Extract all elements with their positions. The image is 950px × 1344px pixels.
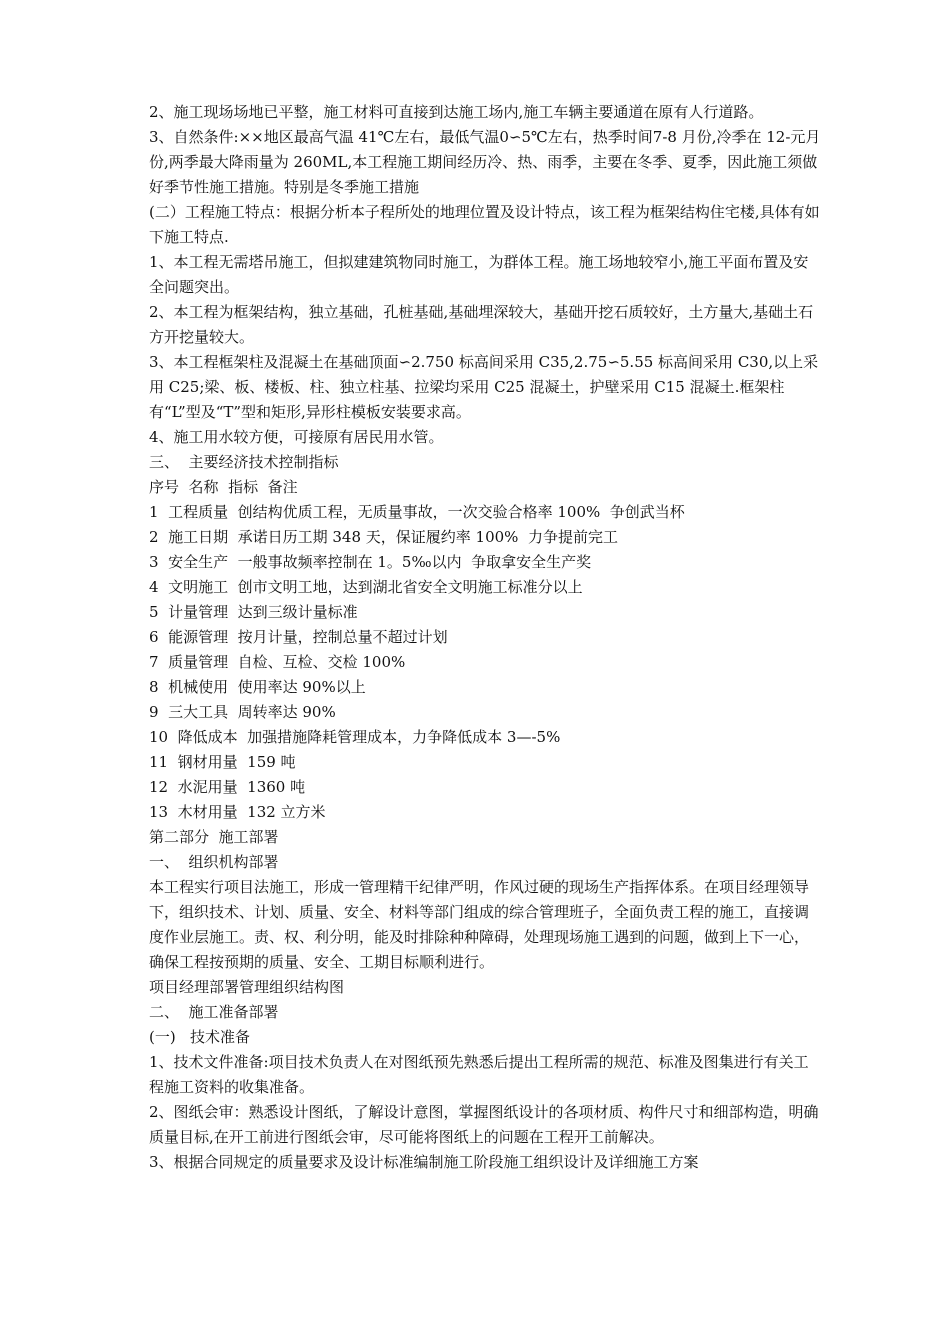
section-three-title: 三、 主要经济技术控制指标	[149, 453, 339, 471]
table-row: 5 计量管理 达到三级计量标准	[149, 603, 358, 621]
paragraph-feature-1: 1、本工程无需塔吊施工，但拟建建筑物同时施工，为群体工程。施工场地较窄小,施工平面布置及安全问题突出。	[149, 253, 809, 296]
part-two-title: 第二部分 施工部署	[149, 828, 279, 846]
sub-one-title: (一) 技术准备	[149, 1028, 251, 1046]
table-row: 1 工程质量 创结构优质工程，无质量事故，一次交验合格率 100% 争创武当杯	[149, 503, 685, 521]
document-body	[145, 100, 821, 1175]
paragraph-feature-2: 2、本工程为框架结构，独立基础，孔桩基础,基础埋深较大，基础开挖石质较好，土方量大,基础土石方开挖量较大。	[149, 303, 814, 346]
table-row: 7 质量管理 自检、互检、交检 100%	[149, 653, 406, 671]
paragraph-organization: 本工程实行项目法施工，形成一管理精干纪律严明，作风过硬的现场生产指挥体系。在项目经理领导下，组织技术、计划、质量、安全、材料等部门组成的综合管理班子，全面负责工程的施工，直接调度作业层施工。责、权、利分明，能及时排除种种障碍，处理现场施工遇到的问题，做到上下一心，确保工程按预期的质量、安全、工期目标顺利进行。	[149, 878, 810, 971]
section-two-title: 二、 施工准备部署	[149, 1003, 279, 1021]
paragraph-construction-features: (二）工程施工特点：根据分析本子程所处的地理位置及设计特点，该工程为框架结构住宅楼,具体有如下施工特点.	[149, 203, 820, 246]
paragraph-feature-4: 4、施工用水较方便，可接原有居民用水管。	[149, 428, 444, 446]
table-row: 6 能源管理 按月计量，控制总量不超过计划	[149, 628, 448, 646]
table-row: 2 施工日期 承诺日历工期 348 天，保证履约率 100% 力争提前完工	[149, 528, 618, 546]
paragraph-natural-condition: 3、自然条件:××地区最高气温 41℃左右，最低气温0∽5℃左右，热季时间7-8 月份,冷季在 12-元月份,两季最大降雨量为 260ML,本工程施工期间经历冷、热、雨季，主要在冬季、夏季，因此施工须做好季节性施工措施。特别是冬季施工措施	[149, 128, 821, 196]
org-chart-title: 项目经理部署管理组织结构图	[149, 978, 345, 996]
table-row: 8 机械使用 使用率达 90%以上	[149, 678, 366, 696]
table-row: 13 木材用量 132 立方米	[149, 803, 326, 821]
table-row: 9 三大工具 周转率达 90%	[149, 703, 336, 721]
paragraph-tech-2: 2、图纸会审：熟悉设计图纸，了解设计意图，掌握图纸设计的各项材质、构件尺寸和细部构造，明确质量目标,在开工前进行图纸会审，尽可能将图纸上的问题在工程开工前解决。	[149, 1103, 819, 1146]
paragraph-tech-1: 1、技术文件准备:项目技术负责人在对图纸预先熟悉后提出工程所需的规范、标准及图集进行有关工程施工资料的收集准备。	[149, 1053, 809, 1096]
table-header: 序号 名称 指标 备注	[149, 478, 298, 496]
table-row: 4 文明施工 创市文明工地，达到湖北省安全文明施工标准分以上	[149, 578, 583, 596]
table-row: 11 钢材用量 159 吨	[149, 753, 296, 771]
table-row: 3 安全生产 一般事故频率控制在 1。5‰以内 争取拿安全生产奖	[149, 553, 592, 571]
paragraph-feature-3: 3、本工程框架柱及混凝土在基础顶面∽2.750 标高间采用 C35,2.75∽5.55 标高间采用 C30,以上采用 C25;梁、板、楼板、柱、独立柱基、拉梁均采用 C25 混凝土，护壁采用 C15 混凝土.框架柱有“L”型及“T”型和矩形,异形柱模板安装要求高。	[149, 353, 819, 421]
paragraph-site-condition: 2、施工现场场地已平整，施工材料可直接到达施工场内,施工车辆主要通道在原有人行道路。	[149, 103, 764, 121]
section-one-title: 一、 组织机构部署	[149, 853, 279, 871]
table-row: 10 降低成本 加强措施降耗管理成本，力争降低成本 3—-5%	[149, 728, 561, 746]
table-row: 12 水泥用量 1360 吨	[149, 778, 306, 796]
paragraph-tech-3: 3、根据合同规定的质量要求及设计标准编制施工阶段施工组织设计及详细施工方案	[149, 1153, 699, 1171]
